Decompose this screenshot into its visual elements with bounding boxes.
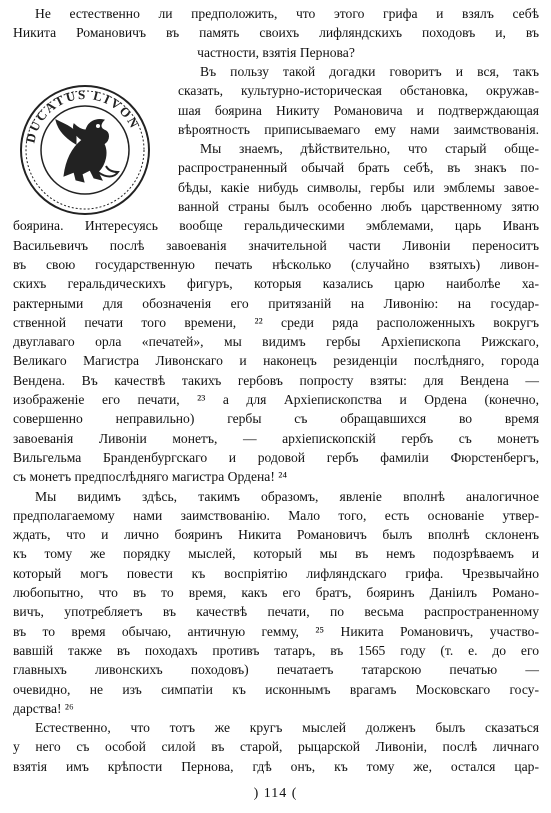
ducatus-livoniae-seal — [6, 74, 166, 222]
text-line: Въ пользу такой догадки говоритъ и вся, такъ — [200, 63, 539, 79]
text-line: скихъ геральдическихъ фигуръ, которыя казались царю наиболѣе ха- — [13, 276, 539, 292]
text-line: Васильевичъ послѣ завоеванія значительной части Ливоніи переноситъ — [13, 237, 539, 253]
text-line: очевидно, не изъ симпатіи къ исконнымъ врагамъ Московскаго госу- — [13, 681, 539, 697]
text-line: въ то время обычаю, античную гемму, ²⁵ Никита Романовичъ, участво- — [13, 623, 539, 639]
text-line: частности, взятія Пернова? — [197, 44, 355, 60]
text-line: завоеванія Ливоніи монетъ, — архіепископскій гербъ съ монетъ — [13, 430, 539, 446]
text-line: любопытно, что въ то время, какъ его братъ, бояринъ Даніилъ Романо- — [13, 585, 539, 600]
griffin-icon — [56, 119, 118, 182]
page-number: ) 114 ( — [253, 786, 298, 801]
text-line: двуглаваго орла «печатей», мы видимъ гербы Архіепископа Рижскаго, — [13, 334, 539, 350]
text-line: боярина. Интересуясь вообще геральдическими эмблемами, царь Иванъ — [13, 218, 539, 234]
text-line: вѣроятность приписываемаго ему нами заимствованія. — [178, 121, 539, 137]
text-line: главныхъ ливонскихъ походовъ) печатаетъ татарскою печатью — — [13, 662, 539, 678]
text-line: съ монетъ предпослѣдняго магистра Ордена! ²⁴ — [13, 469, 288, 485]
seal-inscription: DUCATUS LIVON — [22, 86, 143, 145]
text-line: бѣды, какіе нибудь символы, гербы или эмблемы завое- — [178, 179, 539, 195]
text-line: у него съ особой силой въ старой, рыцарской Ливоніи, послѣ личнаго — [13, 739, 539, 755]
text-line: взятія имъ крѣпости Пернова, гдѣ онъ, къ тому же, остался цар- — [13, 758, 539, 774]
text-line: совершенно неправильно) гербы съ обращавшихся во время — [13, 411, 539, 427]
text-line: Естественно, что тотъ же кругъ мыслей долженъ былъ сказаться — [35, 720, 539, 736]
text-line: Великаго Магистра Ливонскаго и наконецъ резиденціи послѣдняго, города — [13, 353, 539, 369]
text-line: Не естественно ли предположить, что этого грифа и взялъ себѣ — [35, 6, 539, 21]
text-line: изображеніе его печати, ²³ а для Архіепископства и Ордена (конечно, — [13, 392, 539, 407]
text-line: вичъ, употребляетъ въ качествѣ печати, по весьма распространенному — [13, 604, 539, 620]
text-line: шая боярина Никиту Романовича и подтверждающая — [178, 102, 539, 118]
text-line: ждать, что и лично бояринъ Никита Романовичъ былъ вполнѣ склоненъ — [13, 527, 539, 543]
text-line: въ свою государственную печать нѣсколько (случайно взятыхъ) ливон- — [13, 256, 539, 272]
text-line: Никита Романовичъ въ память своихъ лифляндскихъ походовъ и, въ — [13, 25, 539, 41]
text-line: къ тому же порядку мыслей, который мы въ немъ подозрѣваемъ и — [13, 546, 539, 562]
text-line: предполагаемому нами заимствованію. Мало того, есть основаніе утвер- — [13, 507, 539, 523]
text-line: Мы знаемъ, дѣйствительно, что старый обще- — [200, 141, 539, 157]
text-line: сказать, культурно-историческая обстановка, окружав- — [178, 83, 539, 99]
text-line: ственной печати того времени, ²² среди ряда расположенныхъ вокругъ — [13, 314, 539, 330]
text-line: Вендена. Въ качествѣ такихъ гербовъ попросту взяты: для Вендена — — [13, 372, 539, 388]
text-line: вавшій также въ походахъ противъ татаръ, въ 1565 году (т. е. до его — [13, 642, 539, 658]
text-line: Мы видимъ здѣсь, такимъ образомъ, явленіе вполнѣ аналогичное — [35, 488, 539, 504]
text-line: распространенный обычай брать себѣ, въ знакъ по- — [178, 160, 539, 176]
text-line: рактерными для обозначенія его притязаній на Ливонію: на государ- — [13, 295, 539, 311]
text-line: ванной страны былъ особенно любъ царственному зятю — [178, 199, 539, 214]
text-line: который могъ повести къ воспріятію лифляндскаго грифа. Чрезвычайно — [13, 565, 539, 581]
text-line: Вильгельма Бранденбургскаго и родовой гербъ фамиліи Фюрстенбергъ, — [13, 449, 539, 465]
text-line: дарства! ²⁶ — [13, 700, 74, 716]
